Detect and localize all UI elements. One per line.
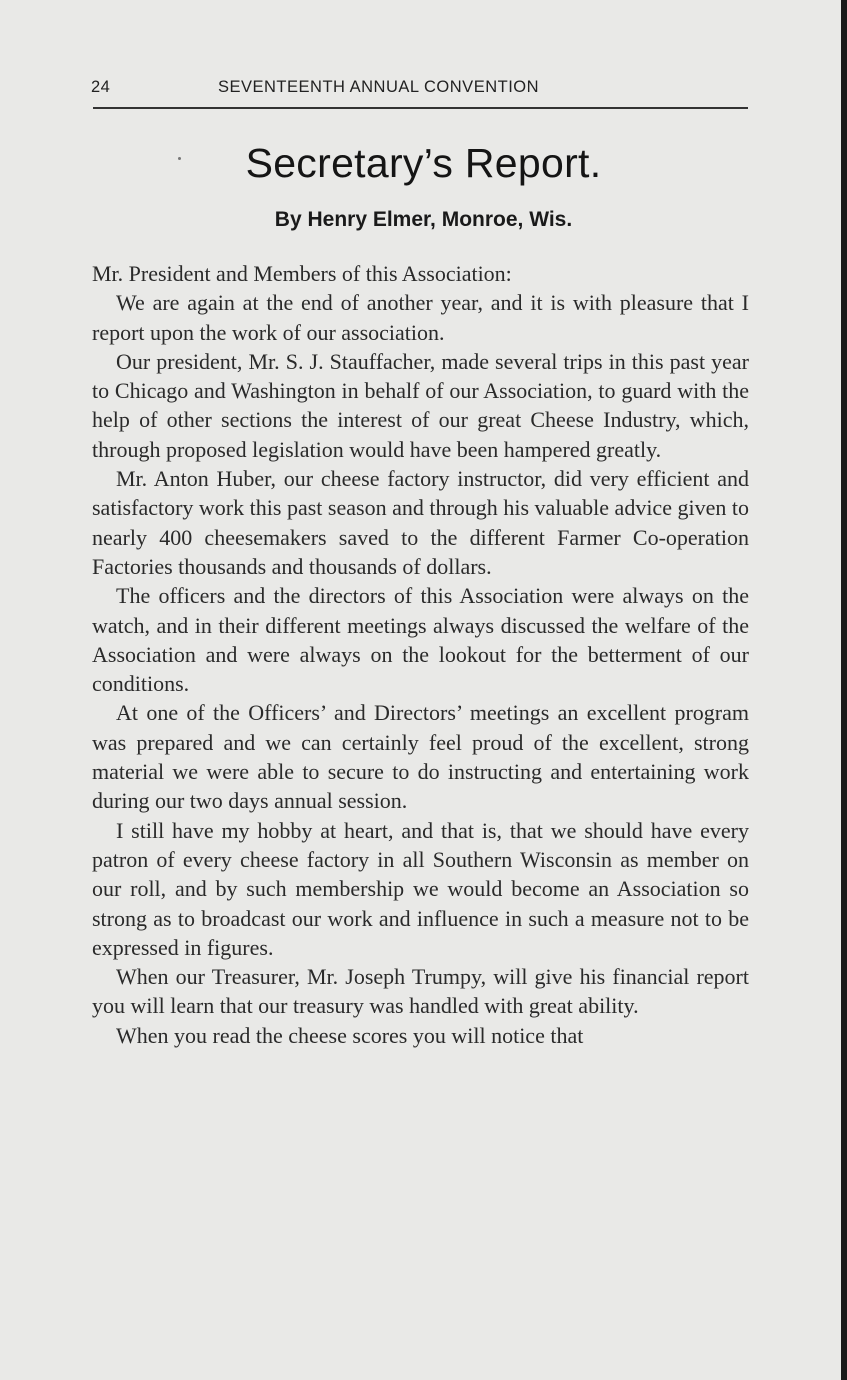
paragraph: At one of the Officers’ and Directors’ meetings an excellent program was prepared and we can certainly feel proud of the excellent, strong material we were able to secure to do instructing and entertaining work during our two days annual session. (92, 700, 749, 814)
page-number: 24 (91, 78, 111, 96)
article-body (92, 259, 749, 1050)
paragraph: When you read the cheese scores you will notice that (116, 1022, 584, 1048)
running-header (91, 78, 748, 100)
article-title: Secretary’s Report. (245, 140, 602, 186)
salutation: Mr. President and Members of this Association: (92, 261, 512, 286)
running-title: SEVENTEENTH ANNUAL CONVENTION (218, 78, 540, 96)
paragraph: Our president, Mr. S. J. Stauffacher, made several trips in this past year to Chicago and Washington in behalf of our Association, to guard with the help of other sections the interest of our great Cheese Industry, which, through proposed legislation would have been hampered greatly. (92, 348, 749, 462)
paragraph: I still have my hobby at heart, and that is, that we should have every patron of every cheese factory in all Southern Wisconsin as member on our roll, and by such membership we would become an Association so strong as to broadcast our work and influence in such a measure not to be expressed in figures. (92, 817, 749, 960)
header-rule (93, 107, 748, 109)
paragraph: We are again at the end of another year, and it is with pleasure that I report upon the work of our association. (92, 290, 749, 345)
page-edge-shadow (841, 0, 847, 1380)
paragraph: When our Treasurer, Mr. Joseph Trumpy, will give his financial report you will learn that our treasury was handled with great ability. (92, 964, 749, 1019)
paragraph: The officers and the directors of this Association were always on the watch, and in their different meetings always discussed the welfare of the Association and were always on the lookout for the betterment of our conditions. (92, 583, 749, 697)
paragraph: Mr. Anton Huber, our cheese factory instructor, did very efficient and satisfactory work this past season and through his valuable advice given to nearly 400 cheesemakers saved to the different Farmer Co-operation Factories thousands and thousands of dollars. (92, 466, 749, 579)
article-byline: By Henry Elmer, Monroe, Wis. (274, 208, 573, 231)
